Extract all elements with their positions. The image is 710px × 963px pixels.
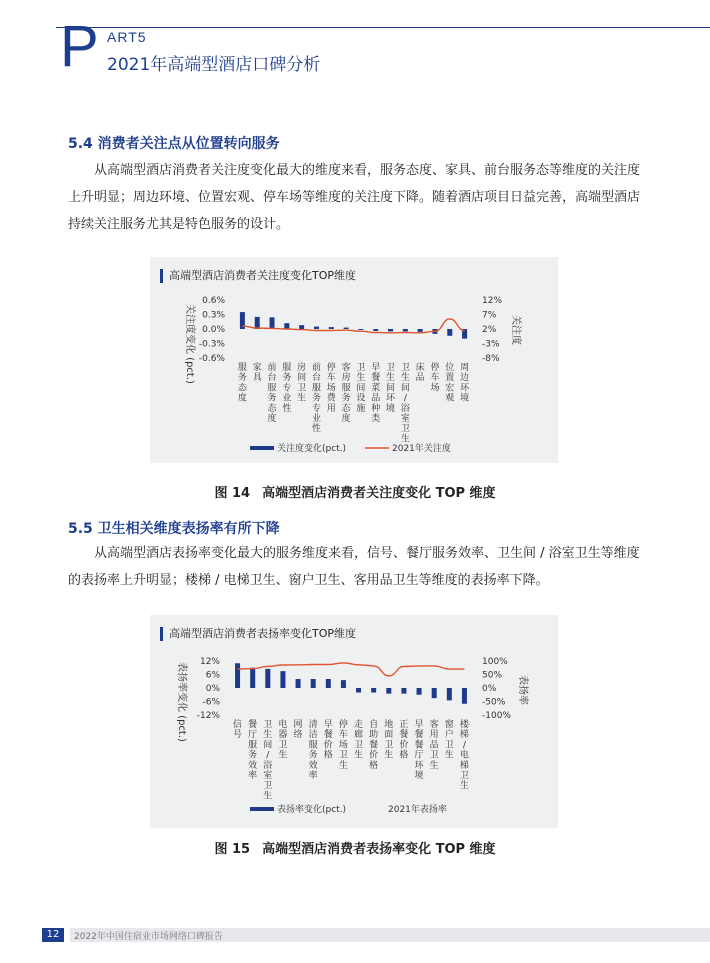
category-label: 走廊卫生 <box>354 720 364 761</box>
chart-box-1 <box>150 257 558 463</box>
category-label: 前台服务态度 <box>267 363 277 424</box>
legend-label-bar: 表扬率变化(pct.) <box>277 805 347 815</box>
legend <box>250 442 451 454</box>
category-label: 位置宏观 <box>445 363 455 404</box>
left-tick-label: -0.6% <box>198 354 225 364</box>
left-tick-label: 0.6% <box>202 296 225 306</box>
right-tick-label: 7% <box>482 310 497 321</box>
series-line-2021 <box>238 663 465 676</box>
bar <box>447 329 452 336</box>
bar <box>296 679 301 688</box>
bar <box>447 688 452 700</box>
figure-caption-15 <box>0 838 710 857</box>
series-line-2021 <box>242 319 464 333</box>
bar <box>329 327 334 329</box>
right-axis-label: 表扬率 <box>517 675 528 705</box>
footer-report-title: 2022年中国住宿业市场网络口碑报告 <box>74 932 223 942</box>
chart-title: 高端型酒店消费者表扬率变化TOP维度 <box>160 627 356 641</box>
category-label: 服务态度 <box>237 363 247 404</box>
bar <box>358 329 363 330</box>
category-label: 卫生间/浴室卫生 <box>263 720 273 802</box>
bar <box>417 688 422 695</box>
left-tick-label: 0.3% <box>202 310 225 321</box>
left-tick-label: 6% <box>205 670 220 681</box>
category-label: 房间卫生 <box>297 363 307 404</box>
right-tick-label: 12% <box>482 296 503 306</box>
section-paragraph-5-5: 从高端型酒店表扬率变化最大的服务维度来看，信号、餐厅服务效率、卫生间 / 浴室卫生等维度的表扬率上升明显；楼梯 / 电梯卫生、窗户卫生、客用品卫生等维度的表扬率下降。 <box>68 546 640 588</box>
category-label: 卫生间环境 <box>386 363 396 414</box>
bar <box>371 688 376 693</box>
legend-label-line: 2021年关注度 <box>392 444 451 454</box>
bar <box>235 663 240 688</box>
part-letter: P <box>60 14 99 79</box>
right-tick-label: -50% <box>482 697 506 708</box>
category-label: 家具 <box>252 363 262 384</box>
right-tick-label: -8% <box>482 354 500 364</box>
bar <box>403 329 408 331</box>
bar <box>314 327 319 329</box>
right-tick-label: 2% <box>482 325 497 335</box>
bar <box>386 688 391 694</box>
category-label: 前台服务专业性 <box>311 363 321 435</box>
bar <box>462 688 467 704</box>
left-tick-label: -6% <box>202 697 220 708</box>
page-header <box>0 0 710 90</box>
header-rule <box>56 27 710 28</box>
right-tick-label: -3% <box>482 339 500 350</box>
category-label: 早餐价格 <box>323 720 333 761</box>
category-label: 停车场 <box>430 363 440 394</box>
legend-label-line: 2021年表扬率 <box>388 805 447 815</box>
bar <box>326 679 331 688</box>
bar <box>388 329 393 331</box>
section-paragraph-5-4: 从高端型酒店消费者关注度变化最大的维度来看，服务态度、家具、前台服务态等维度的关注度上升明显；周边环境、位置宏观、停车场等维度的关注度下降。随着酒店项目日益完善，高端型酒店持续关注服务尤其是特色服务的设计。 <box>68 163 641 232</box>
category-label: 清洁服务效率 <box>308 720 318 781</box>
chart-svg-2 <box>150 615 558 828</box>
category-label: 正餐价格 <box>399 720 409 761</box>
figure-caption-text: 高端型酒店消费者表扬率变化 TOP 维度 <box>262 842 496 857</box>
bar <box>373 329 378 331</box>
category-label: 停车场卫生 <box>338 720 348 771</box>
category-label: 卫生间设施 <box>356 363 366 414</box>
left-tick-label: 0% <box>205 684 220 694</box>
bar <box>344 328 349 329</box>
left-tick-label: -12% <box>196 711 220 721</box>
right-tick-label: 0% <box>482 684 497 694</box>
section-heading-5-4: 5.4 消费者关注点从位置转向服务 <box>68 136 280 152</box>
category-label: 电器卫生 <box>278 720 288 761</box>
category-label: 餐厅服务效率 <box>248 720 258 781</box>
bar <box>280 671 285 688</box>
bar <box>250 668 255 688</box>
left-tick-label: 12% <box>199 657 220 667</box>
category-label: 周边环境 <box>460 363 470 404</box>
bar <box>311 679 316 688</box>
left-tick-label: -0.3% <box>198 339 225 350</box>
category-label: 客用品卫生 <box>429 720 439 771</box>
category-label: 早餐菜品种类 <box>371 363 381 424</box>
category-label: 床品 <box>415 363 425 384</box>
figure-caption-14 <box>0 482 710 501</box>
left-tick-label: 0.0% <box>202 325 225 335</box>
chart-box-2 <box>150 615 558 828</box>
right-tick-label: 50% <box>482 670 503 681</box>
legend <box>250 803 447 815</box>
page-footer <box>42 928 710 942</box>
category-label: 服务专业性 <box>282 363 292 414</box>
left-axis-label: 关注度变化 (pct.) <box>184 304 195 384</box>
category-label: 信号 <box>233 720 243 741</box>
category-label: 自助餐价格 <box>369 720 379 771</box>
chapter-title: 2021年高端型酒店口碑分析 <box>107 55 321 75</box>
bar <box>341 680 346 688</box>
bar <box>299 325 304 329</box>
category-label: 地面卫生 <box>384 720 394 761</box>
chart-svg-1 <box>150 257 558 463</box>
section-heading-5-5: 5.5 卫生相关维度表扬率有所下降 <box>68 521 280 537</box>
category-label: 窗户卫生 <box>444 720 454 761</box>
bar <box>270 317 275 329</box>
category-label: 网络 <box>293 720 303 741</box>
right-tick-label: -100% <box>482 711 511 721</box>
legend-label-bar: 关注度变化(pct.) <box>277 444 347 454</box>
category-label: 停车场费用 <box>326 363 336 414</box>
figure-number: 图 15 <box>214 842 251 857</box>
figure-caption-text: 高端型酒店消费者关注度变化 TOP 维度 <box>262 486 496 501</box>
right-tick-label: 100% <box>482 657 508 667</box>
category-label: 早餐餐厅环境 <box>414 720 424 781</box>
page-number: 12 <box>42 928 64 942</box>
category-label: 楼梯/电梯卫生 <box>459 720 469 792</box>
chart-title: 高端型酒店消费者关注度变化TOP维度 <box>160 269 356 283</box>
right-axis-label: 关注度 <box>510 315 521 345</box>
legend-swatch-bar <box>250 446 274 450</box>
bar <box>432 688 437 698</box>
bar <box>418 329 423 332</box>
bar <box>401 688 406 694</box>
figure-number: 图 14 <box>214 486 251 501</box>
bar <box>284 323 289 329</box>
legend-swatch-bar <box>250 807 274 811</box>
left-axis-label: 表扬率变化 (pct.) <box>176 662 187 742</box>
bar <box>255 317 260 329</box>
category-label: 客房服务态度 <box>341 363 351 424</box>
bar <box>265 669 270 688</box>
bar <box>356 688 361 693</box>
category-label: 卫生间/浴室卫生 <box>400 363 410 445</box>
part-label: ART5 <box>107 29 147 45</box>
